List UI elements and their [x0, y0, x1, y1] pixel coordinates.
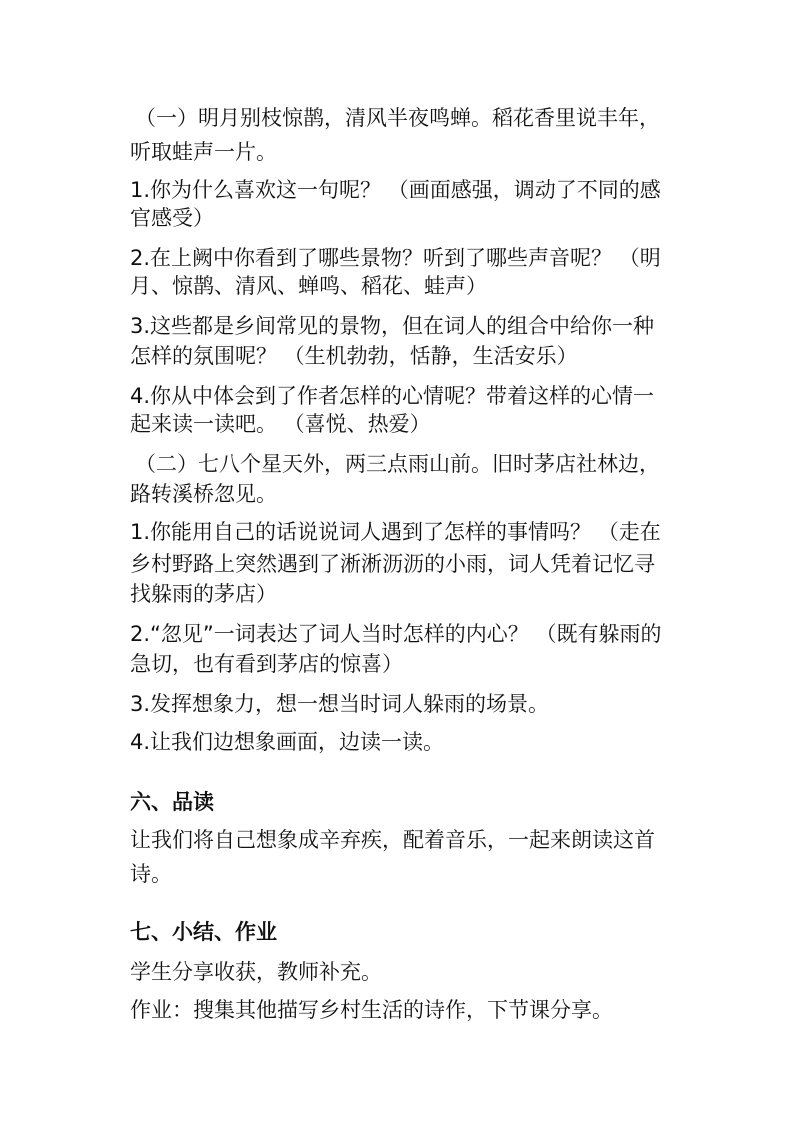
section2-question1-line1: 1.你能用自己的话说说词人遇到了怎样的事情吗？ （走在 [130, 520, 661, 544]
section1-question3-line1: 3.这些都是乡间常见的景物，但在词人的组合中给你一种 [130, 314, 655, 338]
section2-question1-line2: 乡村野路上突然遇到了淅淅沥沥的小雨，词人凭着记忆寻 [130, 552, 655, 576]
section2-question2-line1: 2.“忽见”一词表达了词人当时怎样的内心？ （既有躲雨的 [130, 622, 662, 646]
section7-body-line1: 学生分享收获，教师补充。 [130, 960, 382, 984]
section6-body-line1: 让我们将自己想象成辛弃疾，配着音乐，一起来朗读这首 [130, 828, 655, 852]
section1-question3-line2: 怎样的氛围呢？ （生机勃勃，恬静，生活安乐） [130, 344, 578, 368]
section1-question2-line1: 2.在上阙中你看到了哪些景物？听到了哪些声音呢？ （明 [130, 246, 661, 270]
section7-body-line2: 作业：搜集其他描写乡村生活的诗作，下节课分享。 [130, 998, 613, 1022]
section6-body-line2: 诗。 [130, 862, 172, 886]
section1-question4-line1: 4.你从中体会到了作者怎样的心情呢？带着这样的心情一 [130, 384, 655, 408]
section1-question4-line2: 起来读一读吧。 （喜悦、热爱） [130, 412, 431, 436]
section6-heading: 六、品读 [130, 790, 214, 814]
section7-heading: 七、小结、作业 [130, 920, 277, 944]
section2-question3: 3.发挥想象力，想一想当时词人躲雨的场景。 [130, 692, 550, 716]
section1-question1-line2: 官感受） [130, 206, 214, 230]
section1-question2-line2: 月、惊鹊、清风、蝉鸣、稻花、蛙声） [130, 274, 487, 298]
section2-question4: 4.让我们边想象画面，边读一读。 [130, 730, 445, 754]
section2-title-line1: （二）七八个星天外，两三点雨山前。旧时茅店社林边， [135, 452, 660, 476]
section1-title-line1: （一）明月别枝惊鹊，清风半夜鸣蝉。稻花香里说丰年， [135, 106, 660, 130]
section1-question1-line1: 1.你为什么喜欢这一句呢？ （画面感强，调动了不同的感 [130, 178, 661, 202]
section2-question2-line2: 急切，也有看到茅店的惊喜） [130, 652, 403, 676]
section2-title-line2: 路转溪桥忽见。 [130, 482, 277, 506]
section2-question1-line3: 找躲雨的茅店） [130, 582, 277, 606]
section1-title-line2: 听取蛙声一片。 [130, 140, 277, 164]
